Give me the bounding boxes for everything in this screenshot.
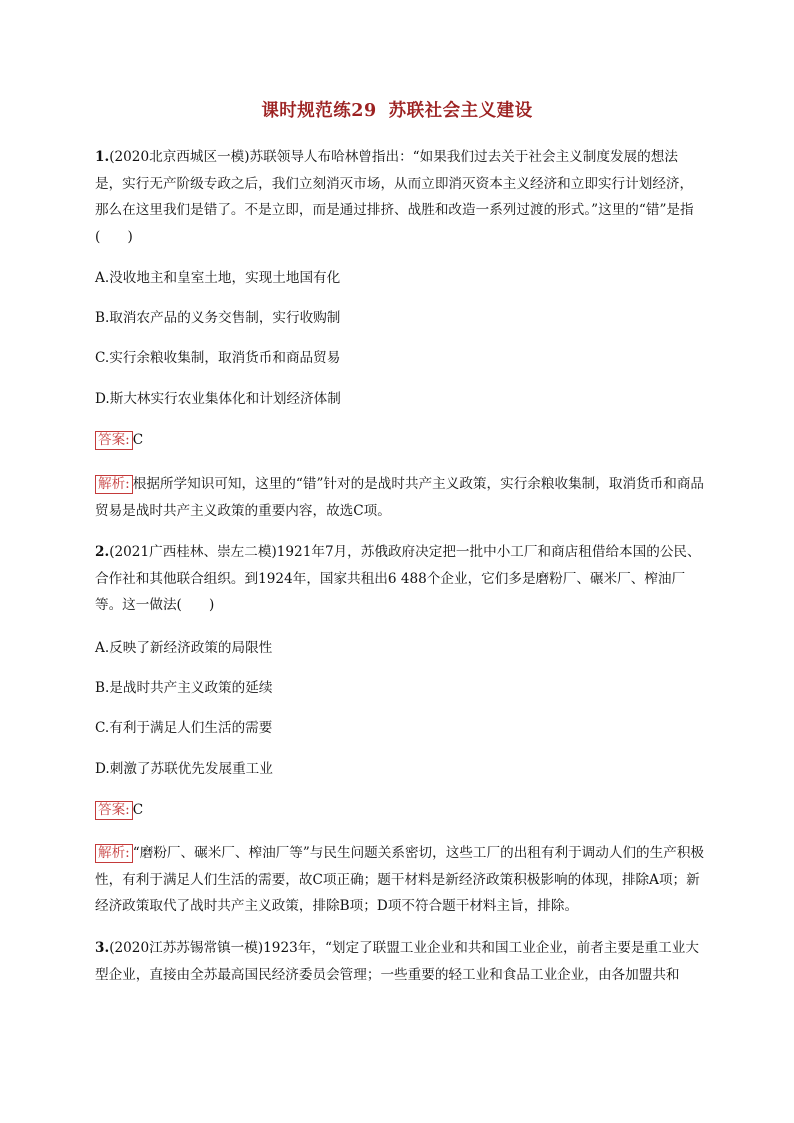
question-1-option-b: B.取消农产品的义务交售制，实行收购制 — [95, 310, 341, 326]
question-2-text: 1921年7月，苏俄政府决定把一批中小工厂和商店租借给本国的公民、合作社和其他联合组织。到1924年，国家共租出6 488个企业，它们多是磨粉厂、碾米厂、榨油厂等。这一做法( ) — [95, 544, 701, 613]
question-1-option-a: A.没收地主和皇室土地，实现土地国有化 — [95, 270, 341, 286]
question-2-analysis — [95, 840, 705, 920]
analysis-text: “磨粉厂、碾米厂、榨油厂等”与民生问题关系密切，这些工厂的出租有利于调动人们的生产积极性，有利于满足人们生活的需要，故C项正确；题干材料是新经济政策积极影响的体现，排除A项；新经济政策取代了战时共产主义政策，排除B项；D项不符合题干材料主旨，排除。 — [95, 845, 705, 914]
question-3-source: (2020江苏苏锡常镇一模) — [109, 940, 264, 956]
question-1-number: 1. — [95, 149, 110, 165]
question-1-text: 苏联领导人布哈林曾指出：“如果我们过去关于社会主义制度发展的想法是，实行无产阶级专政之后，我们立刻消灭市场，从而立即消灭资本主义经济和立即实行计划经济，那么在这里我们是错了。不是立即，而是通过排挤、战胜和改造一系列过渡的形式。”这里的“错”是指( ) — [95, 149, 694, 245]
question-2-stem — [95, 539, 705, 619]
question-3-stem — [95, 935, 705, 988]
question-3-number: 3. — [95, 940, 110, 956]
title-main: 课时规范练29 — [261, 101, 377, 121]
question-2-answer — [95, 800, 143, 820]
question-1-source: (2020北京西城区一模) — [109, 149, 250, 165]
question-2-option-c: C.有利于满足人们生活的需要 — [95, 720, 273, 736]
question-1-answer — [95, 430, 143, 450]
question-1-option-c: C.实行余粮收集制，取消货币和商品贸易 — [95, 350, 341, 366]
question-2-option-a: A.反映了新经济政策的局限性 — [95, 640, 273, 656]
question-1-option-d: D.斯大林实行农业集体化和计划经济体制 — [95, 391, 341, 407]
question-2-option-b: B.是战时共产主义政策的延续 — [95, 680, 273, 696]
question-1-analysis — [95, 471, 705, 524]
analysis-label: 解析: — [95, 844, 133, 863]
question-1-stem — [95, 144, 705, 250]
question-2-source: (2021广西桂林、崇左二模) — [109, 544, 277, 560]
question-2-option-d: D.刺激了苏联优先发展重工业 — [95, 761, 273, 777]
answer-label: 答案: — [95, 431, 133, 450]
question-3-text: 1923年，“划定了联盟工业企业和共和国工业企业，前者主要是重工业大型企业，直接由全苏最高国民经济委员会管理；一些重要的轻工业和食品工业企业，由各加盟共和 — [95, 940, 699, 983]
answer-label: 答案: — [95, 801, 133, 820]
analysis-text: 根据所学知识可知，这里的“错”针对的是战时共产主义政策，实行余粮收集制，取消货币和商品贸易是战时共产主义政策的重要内容，故选C项。 — [95, 476, 705, 519]
analysis-label: 解析: — [95, 475, 133, 494]
question-2-number: 2. — [95, 544, 110, 560]
page-title — [0, 97, 794, 122]
title-sub: 苏联社会主义建设 — [388, 101, 533, 121]
answer-value: C — [132, 432, 144, 448]
answer-value: C — [132, 802, 144, 818]
